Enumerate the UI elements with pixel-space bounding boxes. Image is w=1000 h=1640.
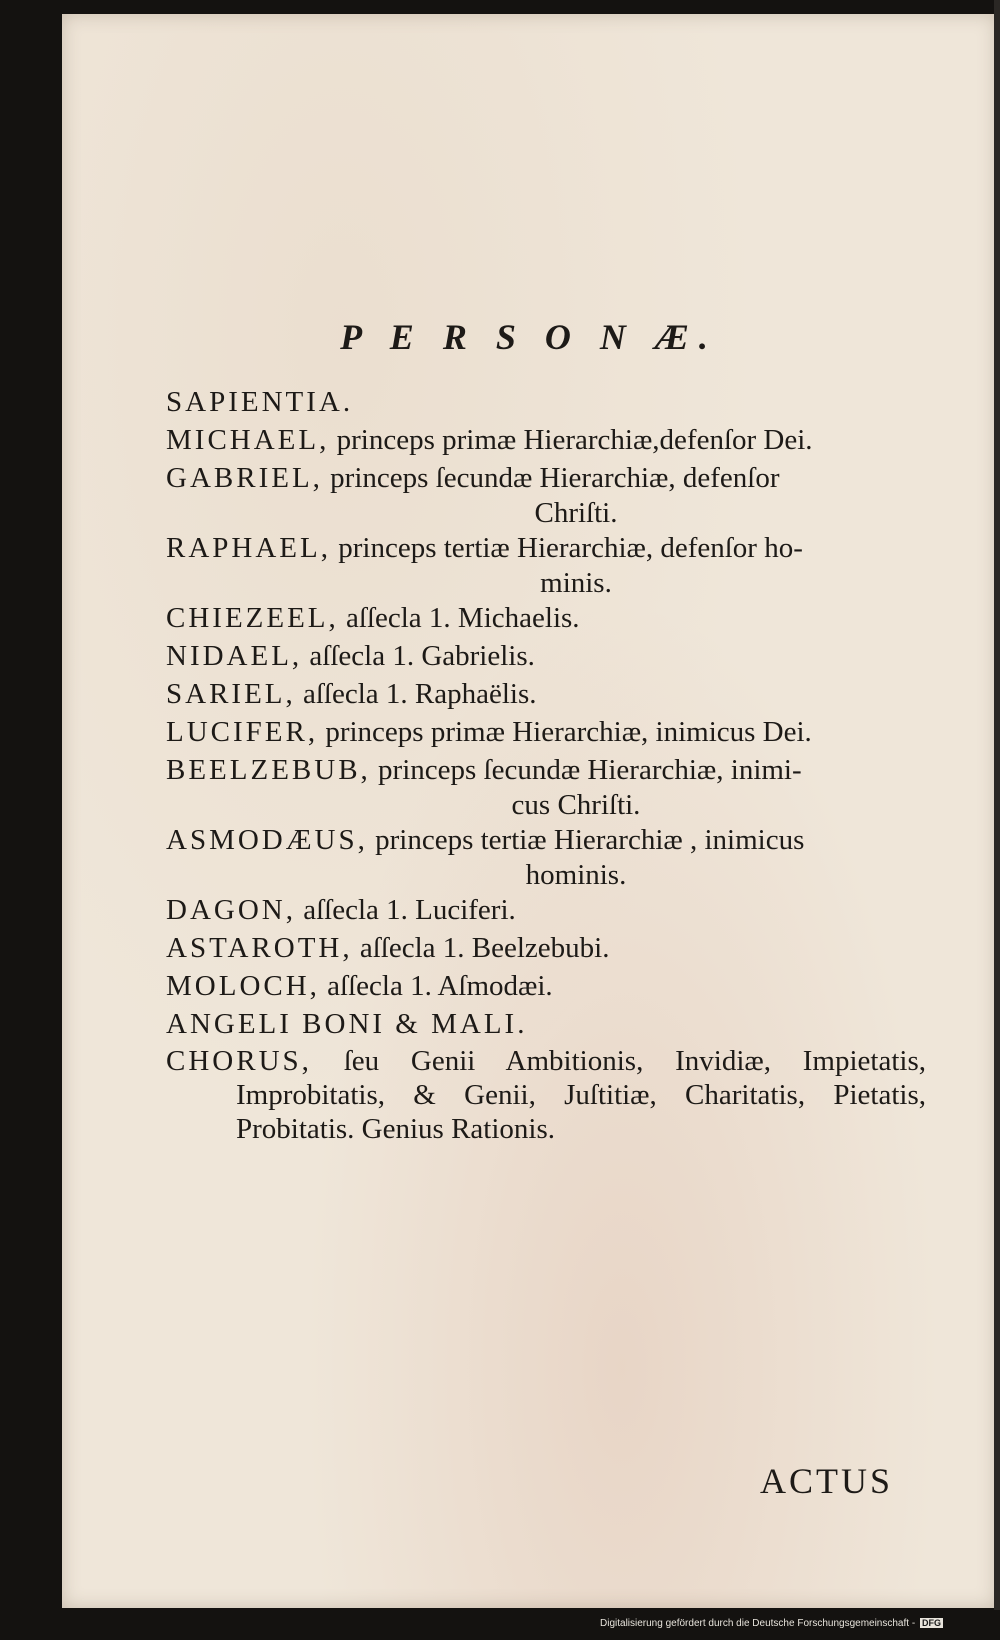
cast-name: ASTAROTH, [166,932,353,964]
cast-entry [166,822,926,859]
cast-entry [166,752,926,789]
cast-description: aſſecla 1. Michaelis. [346,602,580,634]
cast-entry [166,530,926,567]
cast-name: DAGON, [166,894,296,926]
cast-description: aſſecla 1. Beelzebubi. [359,932,610,964]
cast-name: NIDAEL, [166,640,303,672]
dfg-logo: DFG [921,1618,941,1628]
cast-name: MOLOCH, [166,970,320,1002]
cast-description: aſſecla 1. Raphaëlis. [303,678,537,710]
cast-entry [166,638,926,675]
cast-name: MICHAEL, [166,424,330,456]
cast-entry [166,422,926,459]
cast-description: princeps tertiæ Hierarchiæ, defenſor ho- [338,532,803,564]
cast-entry [166,384,926,421]
cast-name: SAPIENTIA. [166,386,354,418]
cast-entry [166,676,926,713]
cast-description: princeps ſecundæ Hierarchiæ, defenſor [330,462,780,494]
footer-credit [600,1618,943,1629]
cast-description: aſſecla 1. Aſmodæi. [327,970,553,1002]
cast-entry [166,968,926,1005]
cast-description-continuation: Chriſti. [534,497,618,529]
catchword: ACTUS [760,1461,894,1501]
cast-entry [166,714,926,751]
cast-name: ANGELI BONI & MALI. [166,1008,528,1040]
footer-text: Digitalisierung gefördert durch die Deutsche Forschungsgemeinschaft - [600,1618,916,1629]
cast-name: ASMODÆUS, [166,824,368,856]
cast-name: CHORUS, [166,1045,312,1077]
cast-name: SARIEL, [166,678,296,710]
cast-description: aſſecla 1. Gabrielis. [309,640,535,672]
cast-description-continuation: cus Chriſti. [511,789,641,821]
cast-entry [166,600,926,637]
cast-name: RAPHAEL, [166,532,331,564]
cast-description-continuation: hominis. [525,859,627,891]
cast-entry-chorus [166,1044,926,1146]
cast-entry [166,930,926,967]
cast-description: princeps primæ Hierarchiæ,defenſor Dei. [336,424,813,456]
page-heading: P E R S O N Æ. [340,317,718,357]
cast-description: princeps tertiæ Hierarchiæ , inimicus [375,824,805,856]
cast-name: CHIEZEEL, [166,602,339,634]
page-edge [994,0,1000,1610]
cast-description: princeps primæ Hierarchiæ, inimicus Dei. [325,716,812,748]
cast-description-continuation: minis. [540,567,612,599]
cast-description: ſeu Genii Ambitionis, Invidiæ, Impietatis, Improbitatis, & Genii, Juſtitiæ, Charitatis, Pietatis, Probitatis. Genius Rationis. [236,1045,926,1145]
cast-name: BEELZEBUB, [166,754,371,786]
cast-name: LUCIFER, [166,716,319,748]
cast-entry [166,892,926,929]
cast-description: princeps ſecundæ Hierarchiæ, inimi- [378,754,802,786]
cast-description: aſſecla 1. Luciferi. [303,894,516,926]
cast-name: GABRIEL, [166,462,323,494]
cast-list [166,384,926,1147]
cast-entry [166,460,926,497]
cast-entry [166,1006,926,1043]
